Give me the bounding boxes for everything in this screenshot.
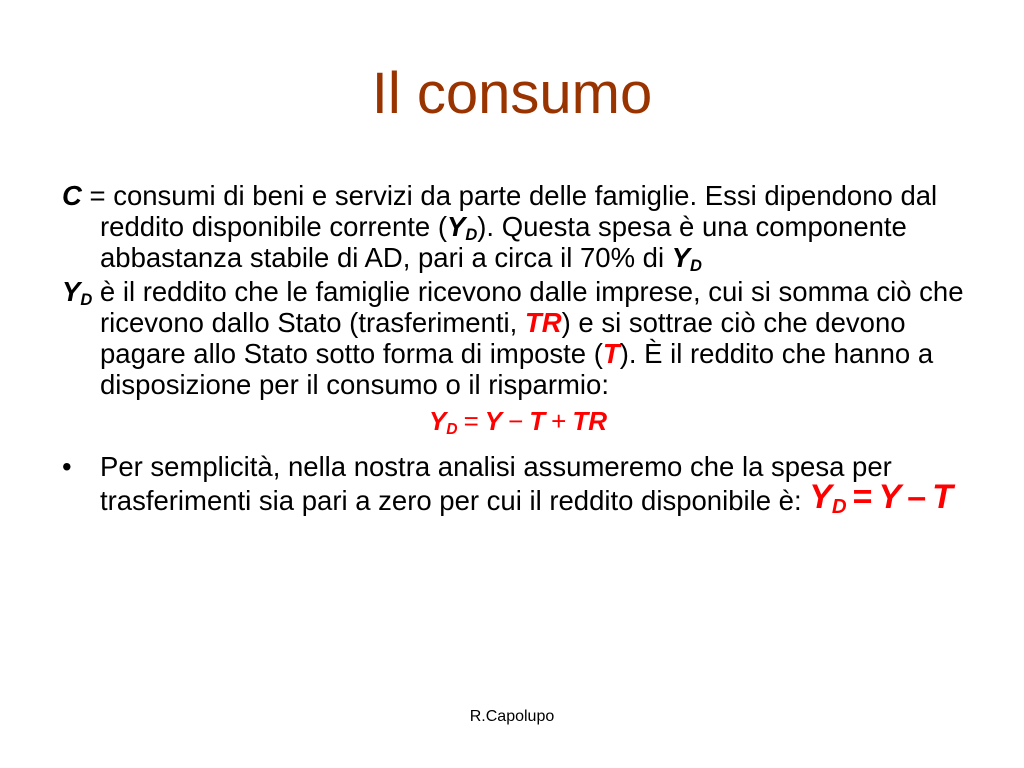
- symbol-y: Y: [62, 276, 81, 307]
- symbol-yd: [62, 276, 93, 310]
- formula-minus: –: [907, 478, 927, 516]
- para1-text-b: ). Questa spesa è una componente abbastanza stabile di AD, pari a circa il 70% di: [100, 211, 907, 273]
- symbol-y: Y: [671, 242, 691, 273]
- formula-y-2: Y: [484, 406, 503, 436]
- bullet-text: Per semplicità, nella nostra analisi assumeremo che la spesa per trasferimenti sia pari a zero per cui il reddito disponibile è:: [100, 451, 892, 516]
- para1-text-a: = consumi di beni e servizi da parte delle famiglie. Essi dipendono dal reddito disponibile corrente (: [81, 180, 938, 242]
- subscript-d: D: [690, 257, 702, 276]
- formula-equals: =: [852, 478, 873, 516]
- formula-simplified: [809, 478, 953, 519]
- symbol-c: C: [62, 180, 82, 211]
- para2-text-a: è il reddito che le famiglie ricevono dalle imprese, cui si somma ciò che ricevono dallo Stato (trasferimenti,: [92, 276, 964, 338]
- formula-disposable-income: [62, 406, 974, 437]
- formula-y-2: Y: [878, 478, 902, 516]
- formula-y: Y: [428, 406, 447, 436]
- formula-plus: +: [551, 406, 567, 436]
- formula-equals: =: [463, 406, 479, 436]
- slide-title: Il consumo: [371, 61, 653, 126]
- formula-t: T: [932, 478, 953, 516]
- formula-minus: −: [508, 406, 524, 436]
- symbol-t: T: [602, 338, 620, 369]
- slide-body: [62, 180, 974, 519]
- symbol-yd: [447, 211, 478, 245]
- formula-t: T: [529, 406, 546, 436]
- formula-tr: TR: [572, 406, 608, 436]
- footer-author: R.Capolupo: [469, 708, 555, 725]
- symbol-tr: TR: [524, 307, 562, 338]
- subscript-d: D: [80, 291, 93, 310]
- formula-subscript-d: D: [831, 496, 847, 519]
- symbol-yd-2: [671, 242, 702, 276]
- formula-subscript-d: D: [446, 420, 458, 438]
- formula-y: Y: [809, 478, 832, 516]
- symbol-y: Y: [447, 211, 466, 242]
- para2-text-c: ). È il reddito che hanno a disposizione per il consumo o il risparmio:: [100, 338, 934, 400]
- para2-text-b: ) e si sottrae ciò che devono pagare allo Stato sotto forma di imposte (: [100, 307, 906, 369]
- bullet-icon: •: [62, 451, 72, 482]
- bullet-item-simplification: [62, 451, 974, 519]
- subscript-d: D: [465, 226, 478, 245]
- paragraph-disposable-income: [62, 276, 974, 400]
- paragraph-consumption-definition: [62, 180, 974, 276]
